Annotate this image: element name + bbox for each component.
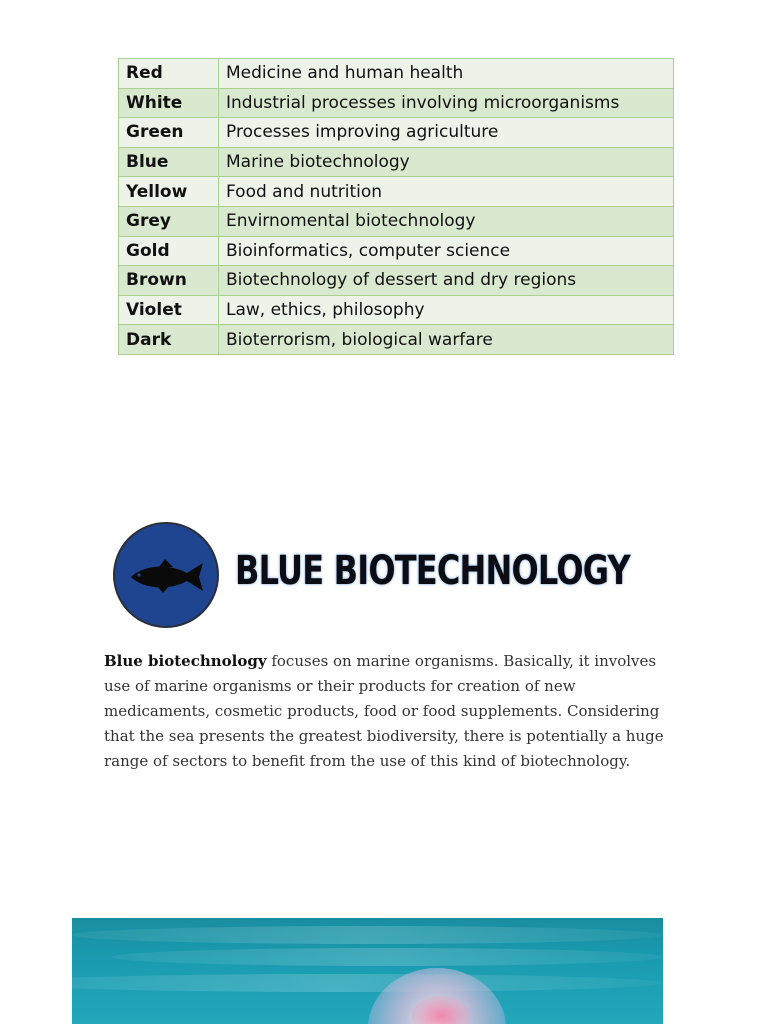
description-cell: Bioterrorism, biological warfare bbox=[219, 325, 674, 355]
table-row bbox=[119, 325, 674, 355]
table-row bbox=[119, 147, 674, 177]
color-name-cell: Gold bbox=[119, 236, 219, 266]
description-cell: Marine biotechnology bbox=[219, 147, 674, 177]
description-cell: Biotechnology of dessert and dry regions bbox=[219, 266, 674, 296]
table-row bbox=[119, 59, 674, 89]
color-name-cell: Red bbox=[119, 59, 219, 89]
description-cell: Processes improving agriculture bbox=[219, 118, 674, 148]
logo-badge bbox=[113, 522, 219, 628]
description-cell: Medicine and human health bbox=[219, 59, 674, 89]
color-name-cell: Dark bbox=[119, 325, 219, 355]
color-name-cell: Yellow bbox=[119, 177, 219, 207]
blue-biotechnology-banner bbox=[113, 522, 633, 630]
description-cell: Bioinformatics, computer science bbox=[219, 236, 674, 266]
color-name-cell: Grey bbox=[119, 206, 219, 236]
description-cell: Industrial processes involving microorganisms bbox=[219, 88, 674, 118]
color-name-cell: White bbox=[119, 88, 219, 118]
table-row bbox=[119, 266, 674, 296]
description-cell: Envirnomental biotechnology bbox=[219, 206, 674, 236]
color-name-cell: Green bbox=[119, 118, 219, 148]
table-row bbox=[119, 118, 674, 148]
paragraph-lead: Blue biotechnology bbox=[104, 652, 267, 670]
table-row bbox=[119, 236, 674, 266]
color-name-cell: Violet bbox=[119, 295, 219, 325]
table-row bbox=[119, 177, 674, 207]
water-ripple bbox=[72, 926, 663, 944]
description-paragraph bbox=[104, 649, 684, 774]
table-row bbox=[119, 295, 674, 325]
fish-icon bbox=[129, 559, 207, 595]
biotech-colors-table bbox=[118, 58, 674, 355]
description-cell: Law, ethics, philosophy bbox=[219, 295, 674, 325]
table-row bbox=[119, 206, 674, 236]
jellyfish-image bbox=[72, 918, 663, 1024]
paragraph-body: focuses on marine organisms. Basically, it involves use of marine organisms or their products for creation of new medicaments, cosmetic products, food or food supplements. Considering that the sea presents the greatest biodiversity, there is potentially a huge range of sectors to benefit from the use of this kind of biotechnology. bbox=[104, 652, 664, 770]
banner-title: BLUE BIOTECHNOLOGY bbox=[235, 548, 630, 594]
color-name-cell: Brown bbox=[119, 266, 219, 296]
color-name-cell: Blue bbox=[119, 147, 219, 177]
water-ripple bbox=[112, 948, 663, 966]
description-cell: Food and nutrition bbox=[219, 177, 674, 207]
table-row bbox=[119, 88, 674, 118]
water-ripple bbox=[72, 974, 663, 992]
